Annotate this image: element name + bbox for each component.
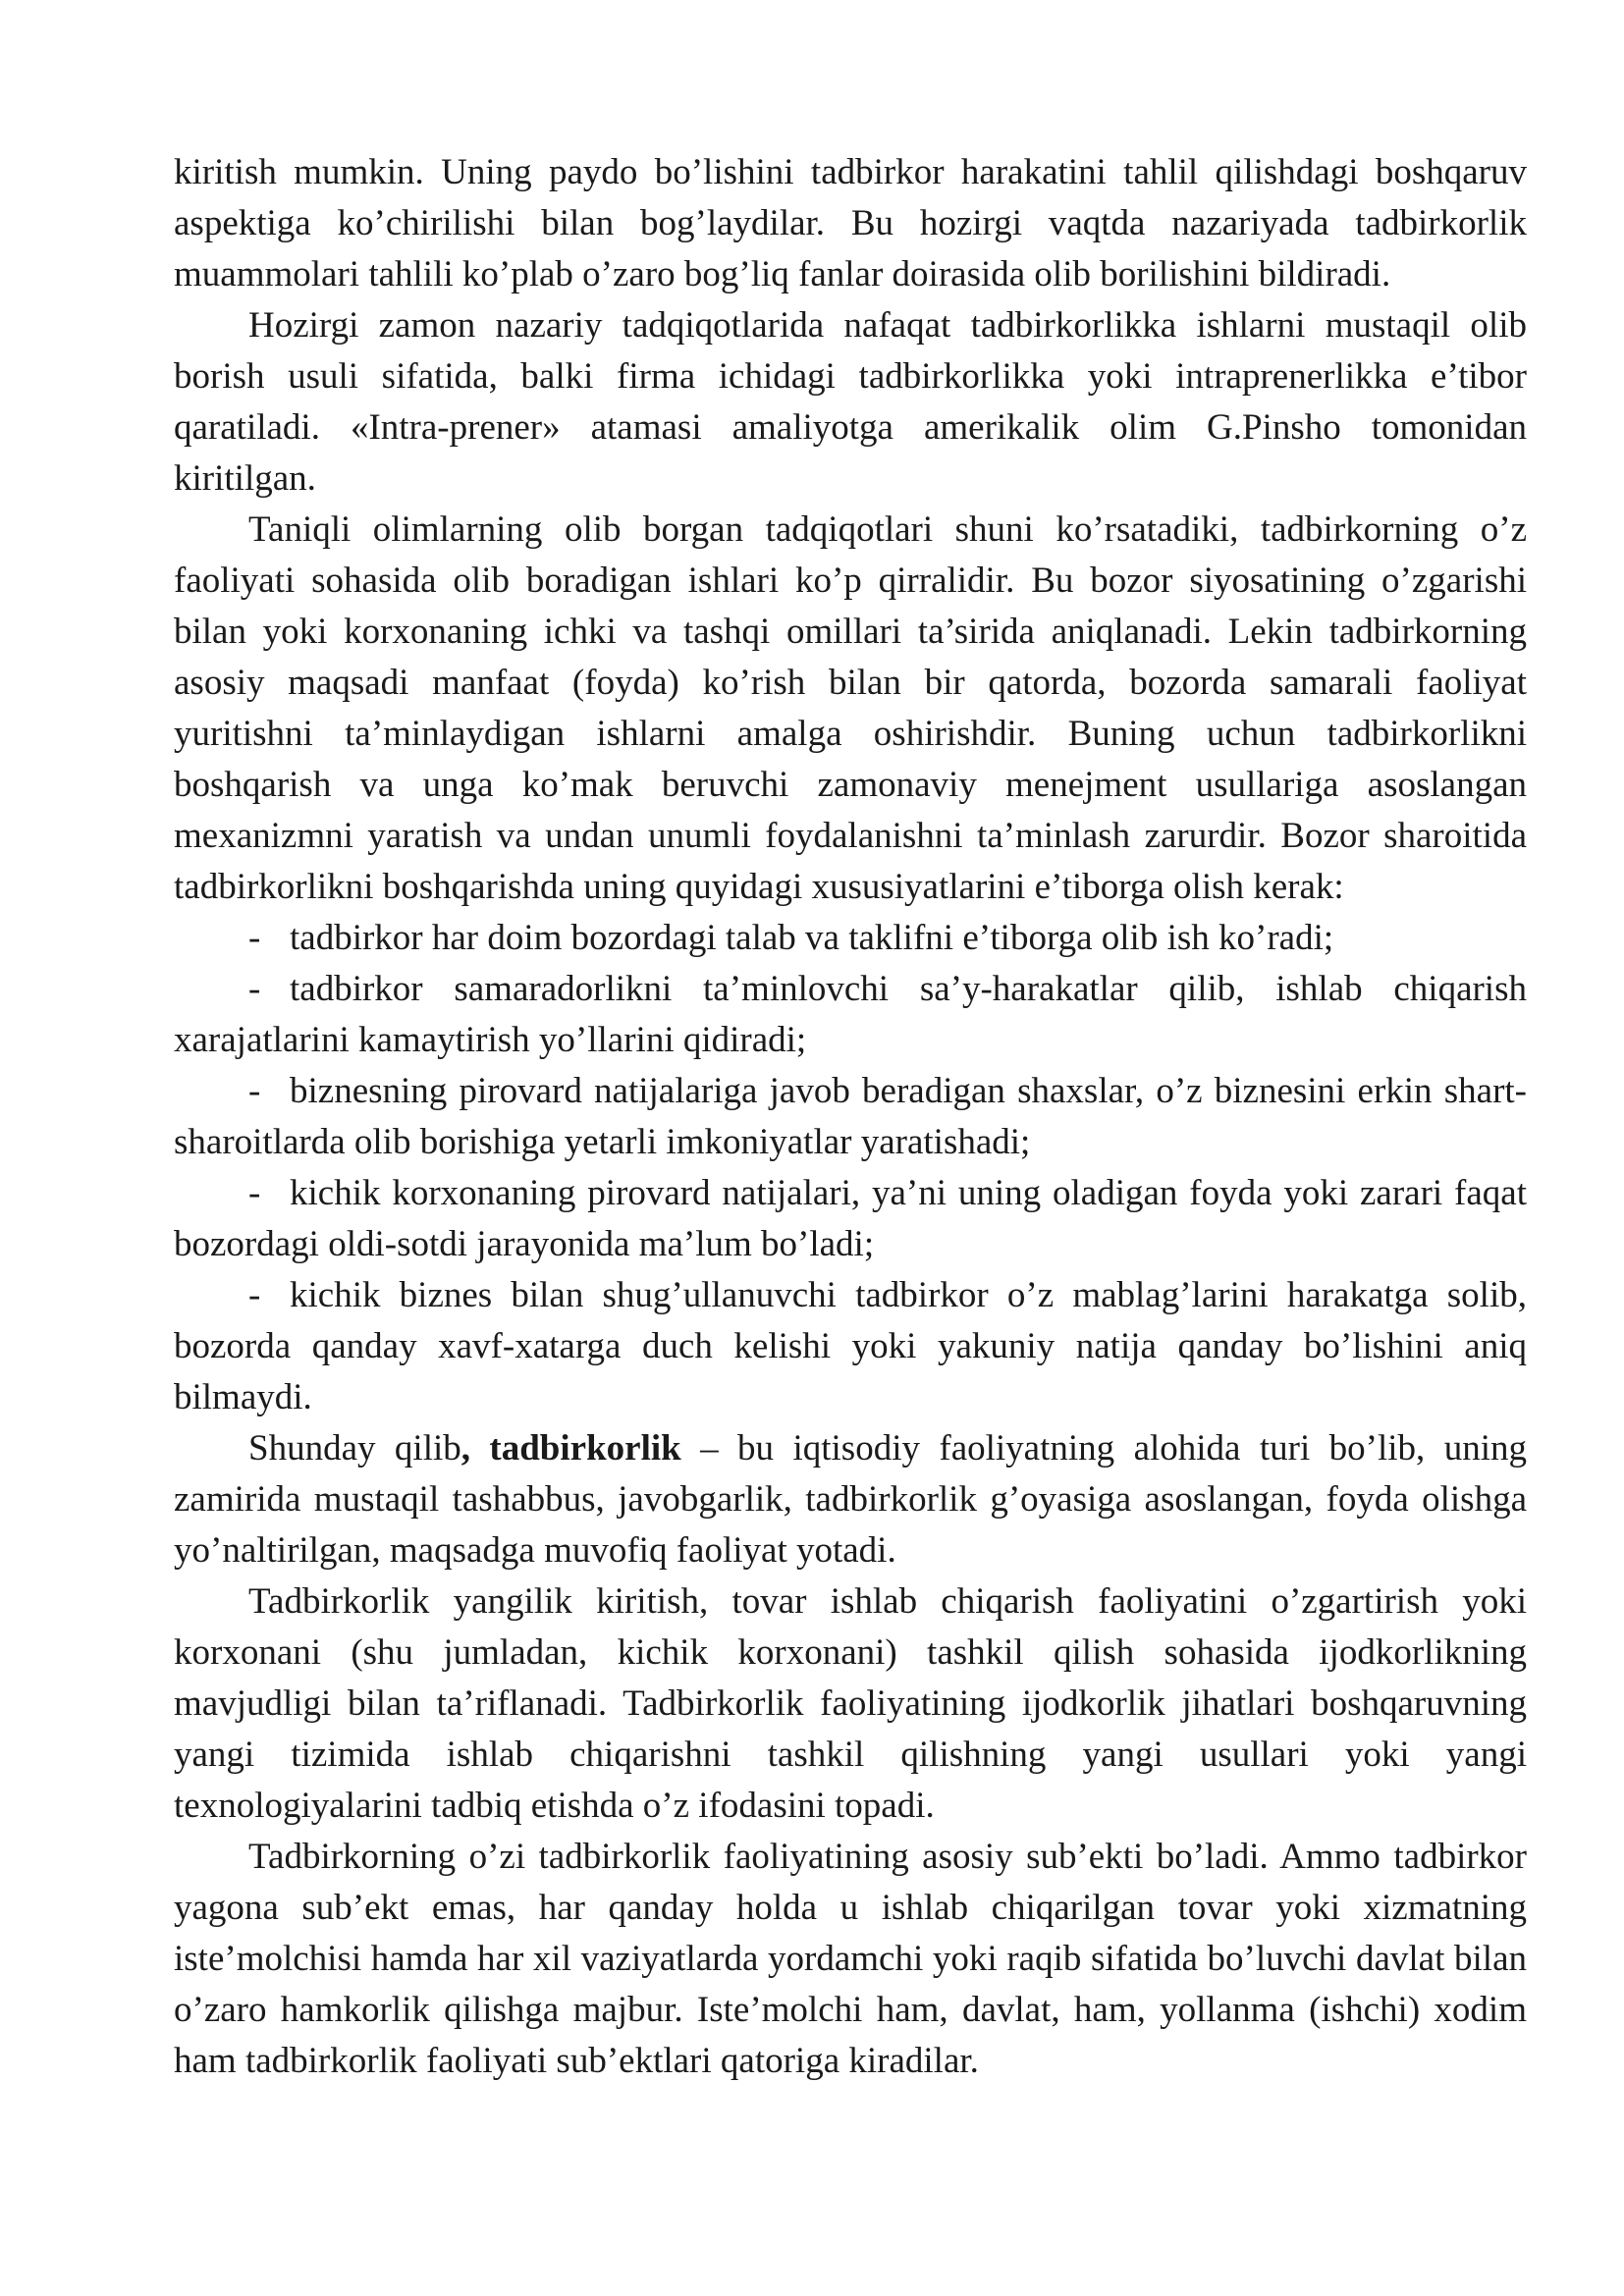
bullet-text: kichik biznes bilan shug’ullanuvchi tadbirkor o’z mablag’larini harakatga solib, bozorda qanday xavf-xatarga duch kelishi yoki yakuniy natija qanday bo’lishini aniq bilmaydi.: [174, 1275, 1527, 1417]
definition-term: , tadbirkorlik: [460, 1428, 681, 1468]
bullet-dash: -: [248, 1173, 261, 1213]
paragraph-subjects: Tadbirkorning o’zi tadbirkorlik faoliyatining asosiy sub’ekti bo’ladi. Ammo tadbirkor yagona sub’ekt emas, har qanday holda u ishlab chiqarilgan tovar yoki xizmatning iste’molchisi hamda har xil vaziyatlarda yordamchi yoki raqib sifatida bo’luvchi davlat bilan o’zaro hamkorlik qilishga majbur. Iste’molchi ham, davlat, ham, yollanma (ishchi) xodim ham tadbirkorlik faoliyati sub’ektlari qatoriga kiradilar.: [174, 1837, 1527, 2081]
bullet-text: biznesning pirovard natijalariga javob beradigan shaxslar, o’z biznesini erkin shart-sharoitlarda olib borishiga yetarli imkoniyatlar yaratishadi;: [174, 1071, 1527, 1162]
paragraph-definition: [174, 1423, 1527, 1576]
bullet-item: [174, 1270, 1527, 1423]
bullet-text: tadbirkor har doim bozordagi talab va taklifni e’tiborga olib ish ko’radi;: [290, 918, 1334, 958]
definition-text: – bu iqtisodiy faoliyatning alohida turi bo’lib, uning zamirida mustaqil tashabbus, javobgarlik, tadbirkorlik g’oyasiga asoslangan, foyda olishga yo’naltirilgan, maqsadga muvofiq faoliyat yotadi.: [174, 1428, 1527, 1571]
document-page: [174, 147, 1527, 2087]
bullet-dash: -: [248, 1071, 261, 1111]
bullet-text: kichik korxonaning pirovard natijalari, ya’ni uning oladigan foyda yoki zarari faqat bozordagi oldi-sotdi jarayonida ma’lum bo’ladi;: [174, 1173, 1527, 1264]
bullet-dash: -: [248, 969, 261, 1009]
bullet-item: [174, 1066, 1527, 1168]
paragraph-innovation: Tadbirkorlik yangilik kiritish, tovar ishlab chiqarish faoliyatini o’zgartirish yoki korxonani (shu jumladan, kichik korxonani) tashkil qilish sohasida ijodkorlikning mavjudligi bilan ta’riflanadi. Tadbirkorlik faoliyatining ijodkorlik jihatlari boshqaruvning yangi tizimida ishlab chiqarishni tashkil qilishning yangi usullari yoki yangi texnologiyalarini tadbiq etishda o’z ifodasini topadi.: [174, 1581, 1527, 1826]
paragraph-continuation: kiritish mumkin. Uning paydo bo’lishini tadbirkor harakatini tahlil qilishdagi boshqaruv aspektiga ko’chirilishi bilan bog’laydilar. Bu hozirgi vaqtda nazariyada tadbirkorlik muammolari tahlili ko’plab o’zaro bog’liq fanlar doirasida olib borilishini bildiradi.: [174, 152, 1527, 294]
bullet-item: [174, 1168, 1527, 1270]
bullet-dash: -: [248, 918, 261, 958]
bullet-item: [174, 913, 1527, 964]
bullet-item: [174, 964, 1527, 1066]
definition-prefix: Shunday qilib: [248, 1428, 461, 1468]
paragraph-intrapreneurship: Hozirgi zamon nazariy tadqiqotlarida nafaqat tadbirkorlikka ishlarni mustaqil olib borish usuli sifatida, balki firma ichidagi tadbirkorlikka yoki intraprenerlikka e’tibor qaratiladi. «Intra-prener» atamasi amaliyotga amerikalik olim G.Pinsho tomonidan kiritilgan.: [174, 305, 1527, 499]
bullet-dash: -: [248, 1275, 261, 1315]
bullet-text: tadbirkor samaradorlikni ta’minlovchi sa’y-harakatlar qilib, ishlab chiqarish xarajatlarini kamaytirish yo’llarini qidiradi;: [174, 969, 1527, 1060]
paragraph-research: Taniqli olimlarning olib borgan tadqiqotlari shuni ko’rsatadiki, tadbirkorning o’z faoliyati sohasida olib boradigan ishlari ko’p qirralidir. Bu bozor siyosatining o’zgarishi bilan yoki korxonaning ichki va tashqi omillari ta’sirida aniqlanadi. Lekin tadbirkorning asosiy maqsadi manfaat (foyda) ko’rish bilan bir qatorda, bozorda samarali faoliyat yuritishni ta’minlaydigan ishlarni amalga oshirishdir. Buning uchun tadbirkorlikni boshqarish va unga ko’mak beruvchi zamonaviy menejment usullariga asoslangan mexanizmni yaratish va undan unumli foydalanishni ta’minlash zarurdir. Bozor sharoitida tadbirkorlikni boshqarishda uning quyidagi xususiyatlarini e’tiborga olish kerak:: [174, 509, 1527, 907]
